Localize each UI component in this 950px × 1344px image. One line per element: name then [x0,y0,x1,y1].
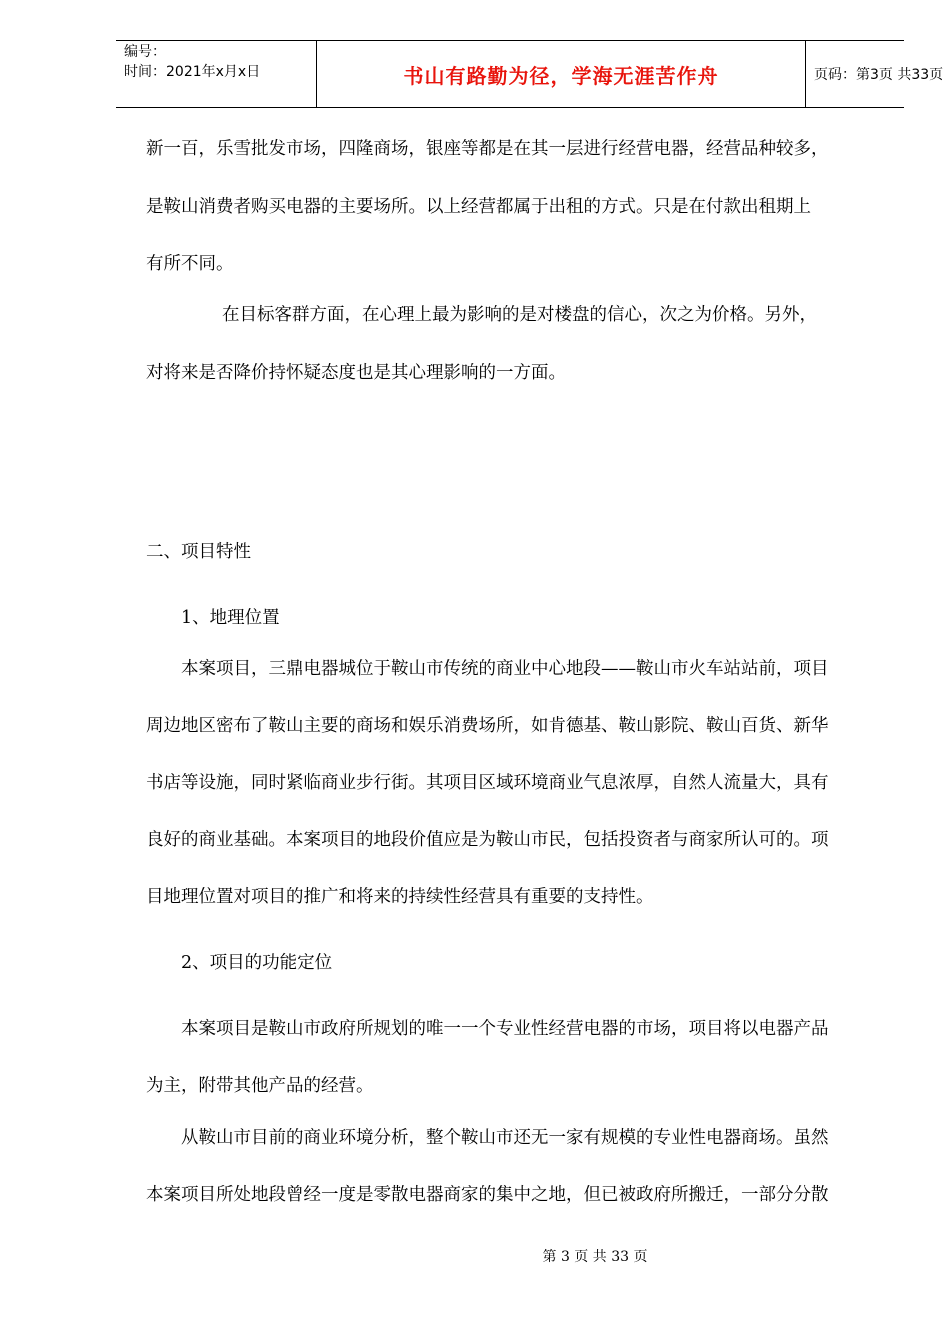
header-page-cell [806,41,944,107]
body-line: 新一百，乐雪批发市场，四隆商场，银座等都是在其一层进行经营电器，经营品种较多， [146,139,829,159]
subsection-heading: 2、项目的功能定位 [181,953,333,973]
header-motto-cell [316,41,806,107]
section-heading: 二、项目特性 [146,542,251,562]
body-line: 目地理位置对项目的推广和将来的持续性经营具有重要的支持性。 [146,887,654,907]
body-line: 有所不同。 [146,254,234,274]
document-code: 编号： [124,44,166,60]
body-line: 本案项目是鞍山市政府所规划的唯一一个专业性经营电器的市场，项目将以电器产品 [181,1019,829,1039]
body-line: 从鞍山市目前的商业环境分析，整个鞍山市还无一家有规模的专业性电器商场。虽然 [181,1128,829,1148]
body-line: 本案项目所处地段曾经一度是零散电器商家的集中之地，但已被政府所搬迁，一部分分散 [146,1185,829,1205]
body-line: 为主，附带其他产品的经营。 [146,1076,374,1096]
body-line: 良好的商业基础。本案项目的地段价值应是为鞍山市民，包括投资者与商家所认可的。项 [146,830,829,850]
body-line: 对将来是否降价持怀疑态度也是其心理影响的一方面。 [146,363,566,383]
body-line: 本案项目，三鼎电器城位于鞍山市传统的商业中心地段——鞍山市火车站站前，项目 [181,659,829,679]
body-line: 书店等设施，同时紧临商业步行街。其项目区域环境商业气息浓厚，自然人流量大，具有 [146,773,829,793]
body-line: 在目标客群方面，在心理上最为影响的是对楼盘的信心，次之为价格。另外， [222,305,817,325]
document-time: 时间：2021年x月x日 [124,64,261,80]
header-page-info: 页码：第3页 共33页 [814,67,944,83]
subsection-heading: 1、地理位置 [181,608,280,628]
body-line: 周边地区密布了鞍山主要的商场和娱乐消费场所，如肯德基、鞍山影院、鞍山百货、新华 [146,716,829,736]
header-motto: 书山有路勤为径，学海无涯苦作舟 [403,63,719,88]
page-header [116,40,944,108]
header-meta [116,41,316,107]
page-footer: 第 3 页 共 33 页 [542,1249,648,1265]
body-line: 是鞍山消费者购买电器的主要场所。以上经营都属于出租的方式。只是在付款出租期上 [146,197,811,217]
